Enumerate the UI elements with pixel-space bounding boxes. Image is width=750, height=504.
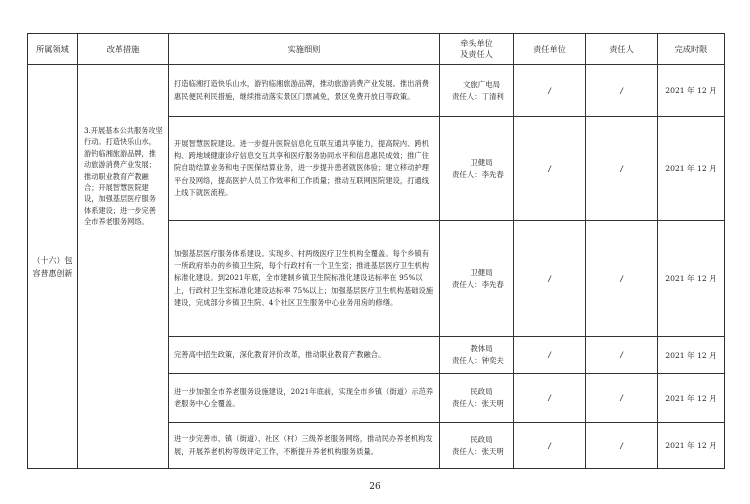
lead-unit: 民政局: [470, 434, 493, 444]
lead-unit: 教体局: [470, 344, 493, 353]
header-deadline: 完成时限: [658, 34, 725, 65]
lead-cell: [440, 221, 514, 337]
detail-cell: 进一步加强全市养老服务设施建设，2021年底前，实现全市乡镇（街道）示范养老服务中心全覆盖。: [169, 374, 440, 423]
measure-cell: [78, 65, 169, 469]
person-cell: /: [586, 337, 658, 374]
person-cell: /: [586, 221, 658, 337]
header-detail: 实施细则: [169, 34, 440, 65]
person-cell: /: [586, 374, 658, 423]
header-lead: 牵头单位 及责任人: [440, 34, 514, 65]
detail-cell: 开展智慧医院建设。进一步提升医院信息化互联互通共享能力，提高院内、跨机构、跨地域健康诊疗信息交互共享和医疗服务协同水平和信息惠民成效；推广住院自助结算业务和电子医保结算业务，进一步提升患者就医体验；建立移动护理平台及网络，提高医护人员工作效率和工作质量；推动互联网医院建设，打通线上线下就医流程。: [169, 117, 440, 221]
page-number: 26: [369, 482, 381, 492]
header-area: 所属领域: [28, 34, 78, 65]
lead-cell: [440, 374, 514, 423]
person-cell: /: [586, 423, 658, 469]
detail-cell: 完善高中招生政策，深化教育评价改革，推动职业教育产教融合。: [169, 337, 440, 374]
unit-cell: /: [514, 423, 586, 469]
header-unit: 责任单位: [514, 34, 586, 65]
deadline-cell: 2021 年 12 月: [658, 337, 725, 374]
lead-cell: [440, 117, 514, 221]
person-cell: /: [586, 117, 658, 221]
unit-cell: /: [514, 221, 586, 337]
person-cell: /: [586, 65, 658, 117]
deadline-cell: 2021 年 12 月: [658, 221, 725, 337]
unit-cell: /: [514, 374, 586, 423]
detail-cell: 加强基层医疗服务体系建设。实现乡、村两级医疗卫生机构全覆盖。每个乡镇有一所政府举办的乡镇卫生院，每个行政村有一个卫生室；推进基层医疗卫生机构标准化建设。到2021年底，全市建制乡镇卫生院标准化建设达标率在 95%以上，行政村卫生室标准化建设达标率 75%以上；加强基层医疗卫生机构基础设施建设，完成部分乡镇卫生院、4个社区卫生服务中心业务用房的修缮。: [169, 221, 440, 337]
lead-unit: 卫健局: [470, 157, 493, 167]
detail-cell: 进一步完善市、镇（街道）、社区（村）三级养老服务网络，推动民办养老机构发展，开展养老机构等级评定工作，不断提升养老机构服务质量。: [169, 423, 440, 469]
lead-person: 责任人：钟奕夫: [452, 356, 504, 365]
measure-text: 3.开展基本公共服务攻坚行动。打造快乐山水，游钓临湘旅游品牌，推动旅游消费产业发展；推动职业教育产教融合；开展智慧医院建设，加强基层医疗服务体系建设；进一步完善全市养老服务网络。: [84, 126, 163, 227]
lead-unit: 文旅广电局: [463, 79, 500, 89]
header-measure: 改革措施: [78, 34, 169, 65]
lead-unit: 民政局: [470, 387, 493, 396]
deadline-cell: 2021 年 12 月: [658, 423, 725, 469]
lead-unit: 卫健局: [470, 267, 493, 277]
table-row: [28, 65, 725, 117]
area-cell: （十六）包容普惠创新: [28, 65, 78, 469]
unit-cell: /: [514, 337, 586, 374]
unit-cell: /: [514, 117, 586, 221]
reform-measures-table: [27, 33, 725, 469]
lead-person: 责任人：张天明: [452, 399, 504, 408]
lead-cell: [440, 337, 514, 374]
deadline-cell: 2021 年 12 月: [658, 117, 725, 221]
lead-person: 责任人：丁清利: [452, 91, 504, 101]
detail-cell: 打造临湘打造快乐山水，游钓临湘旅游品牌，推动旅游消费产业发展。推出消费惠民便民利民措施，继续推动落实景区门票减免，景区免费开放日等政策。: [169, 65, 440, 117]
lead-cell: [440, 65, 514, 117]
header-row: [28, 34, 725, 65]
lead-person: 责任人：张天明: [452, 446, 504, 456]
deadline-cell: 2021 年 12 月: [658, 374, 725, 423]
header-person: 责任人: [586, 34, 658, 65]
lead-person: 责任人：李先春: [452, 169, 504, 179]
deadline-cell: 2021 年 12 月: [658, 65, 725, 117]
unit-cell: /: [514, 65, 586, 117]
lead-cell: [440, 423, 514, 469]
lead-person: 责任人：李先春: [452, 279, 504, 289]
